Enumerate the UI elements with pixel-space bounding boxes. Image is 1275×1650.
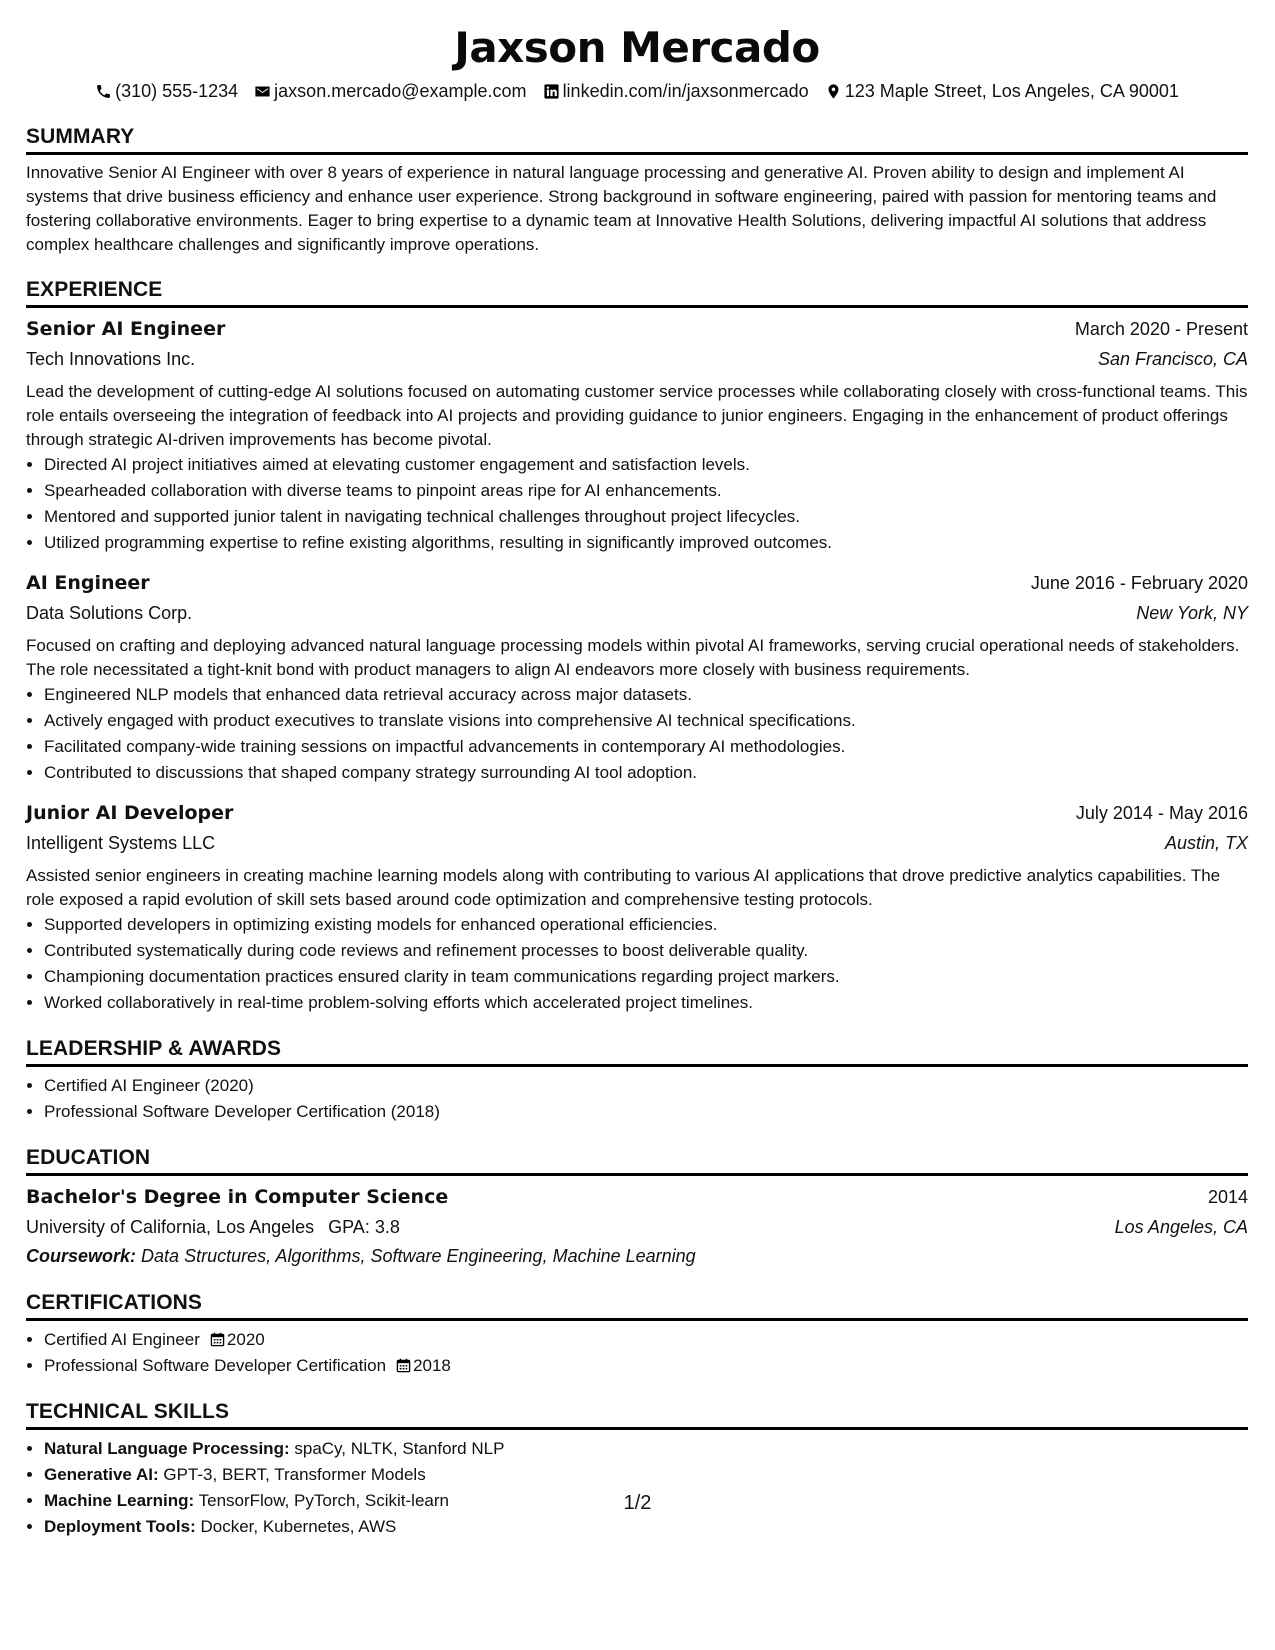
list-item: • Certified AI Engineer (2020) (44, 1073, 1248, 1099)
list-item: • Worked collaboratively in real-time problem-solving efforts which accelerated project timelines. (44, 990, 1248, 1016)
phone-icon (95, 83, 112, 100)
list-item: • Directed AI project initiatives aimed at elevating customer engagement and satisfaction levels. (44, 452, 1248, 478)
job-location: New York, NY (1136, 603, 1248, 623)
calendar-icon (396, 1355, 411, 1370)
section-title: LEADERSHIP & AWARDS (26, 1036, 1248, 1067)
email-link[interactable]: jaxson.mercado@example.com (274, 81, 527, 101)
section-title: SUMMARY (26, 124, 1248, 155)
list-item: • Engineered NLP models that enhanced data retrieval accuracy across major datasets. (44, 682, 1248, 708)
company-name: Tech Innovations Inc. (26, 349, 196, 369)
school-name: University of California, Los Angeles (26, 1217, 315, 1237)
job-bullets (26, 912, 1248, 1016)
job-title: AI Engineer (26, 572, 150, 594)
skill-label: Natural Language Processing: (44, 1439, 290, 1458)
skills-section (26, 1399, 1248, 1540)
section-title: CERTIFICATIONS (26, 1290, 1248, 1321)
list-item: • Contributed systematically during code reviews and refinement processes to boost deliverable quality. (44, 938, 1248, 964)
linkedin-icon (543, 83, 560, 100)
list-item: • Actively engaged with product executives to translate visions into comprehensive AI technical specifications. (44, 708, 1248, 734)
contact-phone (95, 80, 238, 102)
section-title: TECHNICAL SKILLS (26, 1399, 1248, 1430)
resume-page (26, 22, 1248, 1540)
cert-name: Certified AI Engineer (44, 1330, 200, 1349)
certifications-list (26, 1327, 1248, 1379)
contact-bar (26, 80, 1248, 102)
skill-label: Generative AI: (44, 1465, 159, 1484)
coursework-text: Data Structures, Algorithms, Software Engineering, Machine Learning (141, 1246, 696, 1266)
address-text: 123 Maple Street, Los Angeles, CA 90001 (844, 81, 1179, 101)
skill-value: GPT-3, BERT, Transformer Models (163, 1465, 426, 1484)
job-dates: March 2020 - Present (1074, 319, 1248, 339)
job-dates: June 2016 - February 2020 (1030, 573, 1248, 593)
phone-text: (310) 555-1234 (115, 81, 239, 101)
summary-section (26, 124, 1248, 257)
list-item: • Professional Software Developer Certification (2018) (44, 1099, 1248, 1125)
candidate-name: Jaxson Mercado (454, 23, 820, 72)
page-number: 1/2 (623, 1492, 652, 1514)
summary-text: Innovative Senior AI Engineer with over 8 years of experience in natural language processing and generative AI. Proven ability to design and implement AI systems that drive business efficiency and enhance user experience. Strong background in software engineering, paired with passion for mentoring teams and fostering collaborative environments. Eager to bring expertise to a dynamic team at Innovative Health Solutions, delivering impactful AI solutions that address complex healthcare challenges and significantly improve operations. (26, 163, 1217, 254)
coursework-label: Coursework: (26, 1246, 137, 1266)
job-location: Austin, TX (1164, 833, 1248, 853)
experience-section (26, 277, 1248, 1016)
job-title: Senior AI Engineer (26, 318, 226, 340)
skill-value: Docker, Kubernetes, AWS (200, 1517, 397, 1536)
leadership-section (26, 1036, 1248, 1125)
job-description: Focused on crafting and deploying advanced natural language processing models within pivotal AI frameworks, serving crucial operational needs of stakeholders. The role necessitated a tight-knit bond with product managers to align AI endeavors more closely with business requirements. (26, 636, 1240, 679)
list-item (44, 1462, 1248, 1488)
contact-linkedin[interactable] (543, 80, 809, 102)
job-bullets (26, 682, 1248, 786)
list-item (44, 1436, 1248, 1462)
list-item: • Mentored and supported junior talent in navigating technical challenges throughout project lifecycles. (44, 504, 1248, 530)
job-title: Junior AI Developer (26, 802, 234, 824)
list-item: • Facilitated company-wide training sessions on impactful advancements in contemporary AI methodologies. (44, 734, 1248, 760)
job-dates: July 2014 - May 2016 (1075, 803, 1248, 823)
skill-value: spaCy, NLTK, Stanford NLP (294, 1439, 505, 1458)
map-pin-icon (825, 83, 842, 100)
company-name: Data Solutions Corp. (26, 603, 193, 623)
job-description: Lead the development of cutting-edge AI solutions focused on automating customer service processes while collaborating closely with cross-functional teams. This role entails overseeing the integration of feedback into AI projects and providing guidance to junior engineers. Engaging in the enhancement of product offerings through strategic AI-driven improvements has become pivotal. (26, 382, 1248, 449)
job-entry (26, 314, 1248, 556)
job-bullets (26, 452, 1248, 556)
education-section (26, 1145, 1248, 1270)
contact-address (825, 80, 1179, 102)
degree-title: Bachelor's Degree in Computer Science (26, 1186, 449, 1208)
list-item (44, 1353, 1248, 1379)
cert-name: Professional Software Developer Certification (44, 1356, 387, 1375)
skills-list (26, 1436, 1248, 1540)
gpa-text: GPA: 3.8 (328, 1217, 400, 1237)
cert-year: 2020 (226, 1330, 265, 1349)
list-item: • Spearheaded collaboration with diverse teams to pinpoint areas ripe for AI enhancements. (44, 478, 1248, 504)
skill-label: Deployment Tools: (44, 1517, 196, 1536)
school-location: Los Angeles, CA (1114, 1217, 1248, 1237)
job-entry (26, 568, 1248, 786)
job-location: San Francisco, CA (1097, 349, 1248, 369)
skill-value: TensorFlow, PyTorch, Scikit-learn (198, 1491, 449, 1510)
graduation-year: 2014 (1207, 1187, 1248, 1207)
job-entry (26, 798, 1248, 1016)
list-item (44, 1514, 1248, 1540)
cert-year: 2018 (413, 1356, 451, 1375)
coursework-line (26, 1242, 1248, 1270)
list-item: • Championing documentation practices ensured clarity in team communications regarding project markers. (44, 964, 1248, 990)
list-item (44, 1327, 1248, 1353)
company-name: Intelligent Systems LLC (26, 833, 216, 853)
skill-label: Machine Learning: (44, 1491, 195, 1510)
linkedin-link[interactable]: linkedin.com/in/jaxsonmercado (562, 81, 809, 101)
list-item: • Contributed to discussions that shaped company strategy surrounding AI tool adoption. (44, 760, 1248, 786)
job-description: Assisted senior engineers in creating machine learning models along with contributing to various AI applications that drove predictive analytics capabilities. The role exposed a rapid evolution of skill sets based around code optimization and comprehensive testing protocols. (26, 866, 1221, 909)
envelope-icon (254, 83, 271, 100)
calendar-icon (210, 1329, 225, 1344)
school-line (26, 1212, 400, 1242)
contact-email[interactable] (254, 80, 526, 102)
leadership-list (26, 1073, 1248, 1125)
list-item: • Supported developers in optimizing existing models for enhanced operational efficiencies. (44, 912, 1248, 938)
section-title: EXPERIENCE (26, 277, 1248, 308)
section-title: EDUCATION (26, 1145, 1248, 1176)
certifications-section (26, 1290, 1248, 1379)
list-item: • Utilized programming expertise to refine existing algorithms, resulting in significantly improved outcomes. (44, 530, 1248, 556)
